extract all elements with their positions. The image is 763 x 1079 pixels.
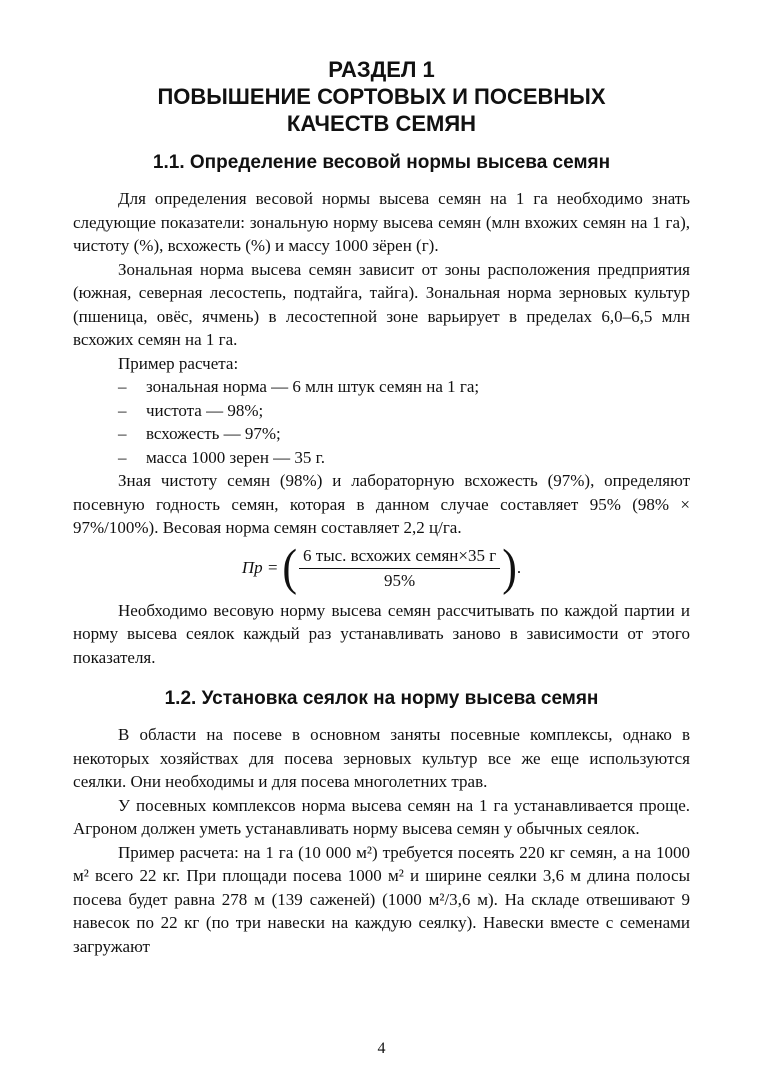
formula-lhs: Пр =	[241, 558, 279, 578]
formula	[73, 539, 690, 596]
formula-right-paren: )	[502, 539, 517, 596]
paragraph: Необходимо весовую норму высева семян рассчитывать по каждой партии и норму высева сеялок каждый раз устанавливать заново в зависимости от этого показателя.	[73, 600, 690, 667]
section-title-line-1: РАЗДЕЛ 1	[328, 57, 435, 82]
list-item-text: всхожесть — 97%;	[146, 424, 281, 443]
formula-numerator: 6 тыс. всхожих семян×35 г	[299, 546, 500, 569]
document-page	[73, 56, 690, 958]
dash-bullet: –	[118, 377, 127, 396]
page-number: 4	[377, 1040, 386, 1057]
subsection-heading-1-2: 1.2. Установка сеялок на норму высева семян	[164, 688, 599, 709]
formula-end: .	[516, 558, 522, 578]
paragraph: Пример расчета:	[118, 353, 239, 373]
paragraph: Зная чистоту семян (98%) и лабораторную всхожесть (97%), определяют посевную годность семян, которая в данном случае составляет 95% (98% × 97%/100%). Весовая норма семян составляет 2,2 ц/га.	[73, 471, 690, 537]
dash-bullet: –	[118, 424, 127, 443]
paragraph: Пример расчета: на 1 га (10 000 м²) требуется посеять 220 кг семян, а на 1000 м² всего 22 кг. При площади посева 1000 м² и ширине сеялки 3,6 м длина полосы посева будет равна 278 м (139 саженей) (1000 м²/3,6 м). На складе отвешивают 9 навесок по 22 кг (по три навески на каждую сеялку). Навески вместе с семенами загружают	[73, 842, 690, 956]
paragraph: В области на посеве в основном заняты посевные комплексы, однако в некоторых хозяйствах для посева зерновых культур все же еще используются сеялки. Они необходимы и для посева многолетних трав.	[73, 725, 690, 791]
formula-fraction	[297, 546, 502, 591]
section-title-line-3: КАЧЕСТВ СЕМЯН	[286, 111, 477, 136]
list-item	[73, 375, 690, 399]
section-title-line-2: ПОВЫШЕНИЕ СОРТОВЫХ И ПОСЕВНЫХ	[157, 84, 606, 109]
list-item	[73, 422, 690, 446]
section-title	[73, 56, 690, 137]
list-item-text: масса 1000 зерен — 35 г.	[146, 447, 325, 467]
subsection-heading-1-1: 1.1. Определение весовой нормы высева семян	[152, 152, 611, 173]
dash-bullet: –	[118, 447, 127, 467]
dash-bullet: –	[118, 400, 127, 420]
formula-left-paren: (	[282, 539, 298, 596]
formula-denominator: 95%	[384, 570, 416, 590]
list-item-text: чистота — 98%;	[146, 400, 264, 420]
paragraph: Для определения весовой нормы высева семян на 1 га необходимо знать следующие показатели: зональную норму высева семян (млн вхожих семян на 1 га), чистоту (%), всхожесть (%) и массу 1000 зёрен (г).	[73, 189, 690, 255]
list-item	[73, 446, 690, 470]
paragraph: Зональная норма высева семян зависит от зоны расположения предприятия (южная, северная лесостепь, подтайга, тайга). Зональная норма зерновых культур (пшеница, овёс, ячмень) в лесостепной зоне варьирует в пределах 6,0–6,5 млн всхожих семян на 1 га.	[73, 259, 690, 349]
list-item-text: зональная норма — 6 млн штук семян на 1 га;	[146, 377, 480, 396]
paragraph: У посевных комплексов норма высева семян на 1 га устанавливается проще. Агроном должен уметь устанавливать норму высева семян у обычных сеялок.	[73, 795, 690, 838]
list-item	[73, 399, 690, 423]
